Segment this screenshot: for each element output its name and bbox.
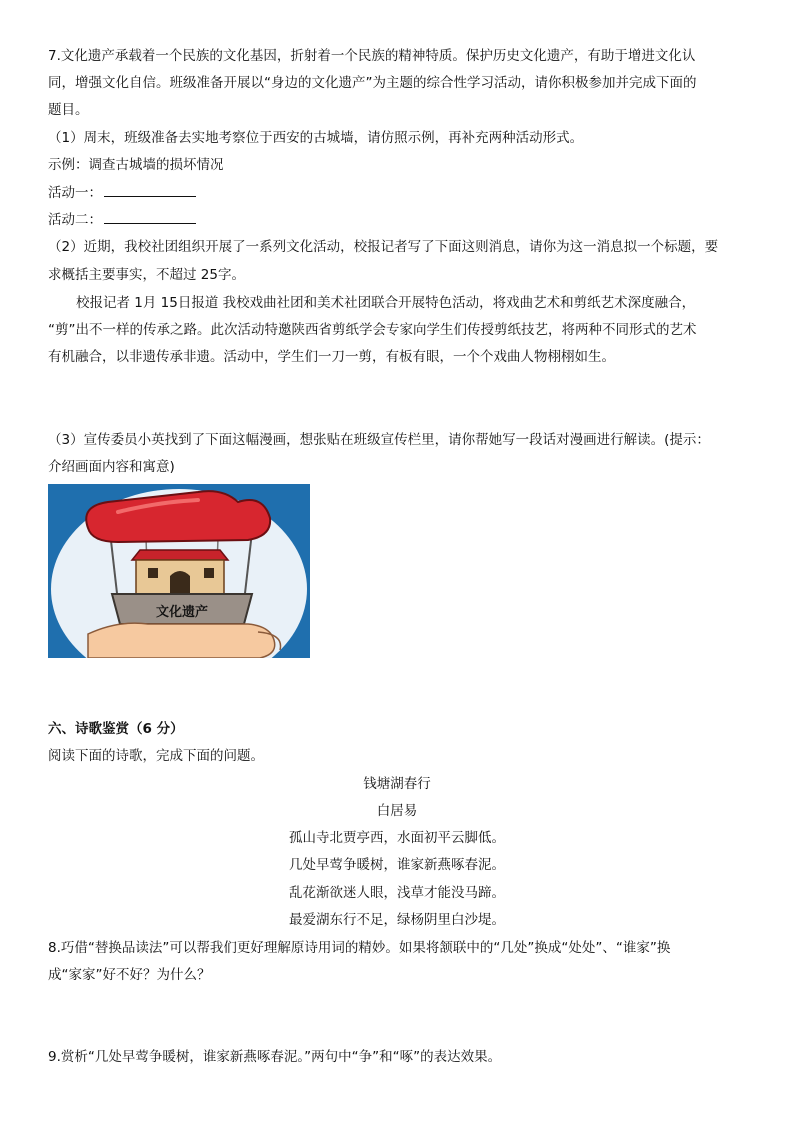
activity-2-row (48, 211, 748, 229)
poem-line-3: 乱花渐欲迷人眼，浅草才能没马蹄。 (289, 885, 505, 901)
q7-example: 示例：调查古城墙的损坏情况 (48, 157, 224, 173)
q7-intro-line-3: 题目。 (48, 102, 89, 118)
cultural-heritage-cartoon (48, 484, 310, 658)
activity-1-row (48, 184, 748, 202)
poem-title: 钱塘湖春行 (363, 776, 431, 792)
activity-1-answer-blank[interactable] (104, 184, 196, 197)
q7-part2-line-1: （2）近期，我校社团组织开展了一系列文化活动，校报记者写了下面这则消息，请你为这一消息拟一个标题，要 (48, 239, 719, 255)
news-line-1: 校报记者 1月 15日报道 我校戏曲社团和美术社团联合开展特色活动，将戏曲艺术和剪纸艺术深度融合， (76, 295, 696, 311)
activity-2-answer-blank[interactable] (104, 211, 196, 224)
window-right (204, 568, 214, 578)
news-line-2: “剪”出不一样的传承之路。此次活动特邀陕西省剪纸学会专家向学生们传授剪纸技艺，将两种不同形式的艺术 (48, 322, 697, 338)
activity-1-label: 活动一： (48, 185, 102, 201)
section-6-heading: 六、诗歌鉴赏（6 分） (48, 721, 184, 737)
holding-hand (88, 623, 275, 658)
q8-line-2: 成“家家”好不好？为什么？ (48, 967, 211, 983)
window-left (148, 568, 158, 578)
q7-intro-line-2: 同，增强文化自信。班级准备开展以“身边的文化遗产”为主题的综合性学习活动，请你积极参加并完成下面的 (48, 75, 697, 91)
q7-part2-line-2: 求概括主要事实，不超过 25字。 (48, 267, 245, 283)
poem-line-4: 最爱湖东行不足，绿杨阴里白沙堤。 (289, 912, 505, 928)
q7-intro-line-1: 7.文化遗产承载着一个民族的文化基因，折射着一个民族的精神特质。保护历史文化遗产，有助于增进文化认 (48, 48, 696, 64)
q7-part3-line-2: 介绍画面内容和寓意) (48, 459, 175, 475)
news-line-3: 有机融合，以非遗传承非遗。活动中，学生们一刀一剪，有板有眼，一个个戏曲人物栩栩如生。 (48, 349, 615, 365)
q9-line: 9.赏析“几处早莺争暖树，谁家新燕啄春泥。”两句中“争”和“啄”的表达效果。 (48, 1049, 502, 1065)
poem-line-1: 孤山寺北贾亭西，水面初平云脚低。 (289, 830, 505, 846)
poem-author: 白居易 (376, 803, 418, 819)
gate-arch (170, 571, 190, 594)
section-6-instruction: 阅读下面的诗歌，完成下面的问题。 (48, 748, 264, 764)
building-roof (132, 550, 228, 560)
cartoon-label: 文化遗产 (155, 605, 209, 620)
poem-line-2: 几处早莺争暖树，谁家新燕啄春泥。 (289, 857, 505, 873)
activity-2-label: 活动二： (48, 212, 102, 228)
q7-part1-prompt: （1）周末，班级准备去实地考察位于西安的古城墙，请仿照示例，再补充两种活动形式。 (48, 130, 584, 146)
q7-part3-line-1: （3）宣传委员小英找到了下面这幅漫画，想张贴在班级宣传栏里，请你帮她写一段话对漫画进行解读。(提示： (48, 432, 710, 448)
q8-line-1: 8.巧借“替换品读法”可以帮我们更好理解原诗用词的精妙。如果将颔联中的“几处”换成“处处”、“谁家”换 (48, 940, 671, 956)
